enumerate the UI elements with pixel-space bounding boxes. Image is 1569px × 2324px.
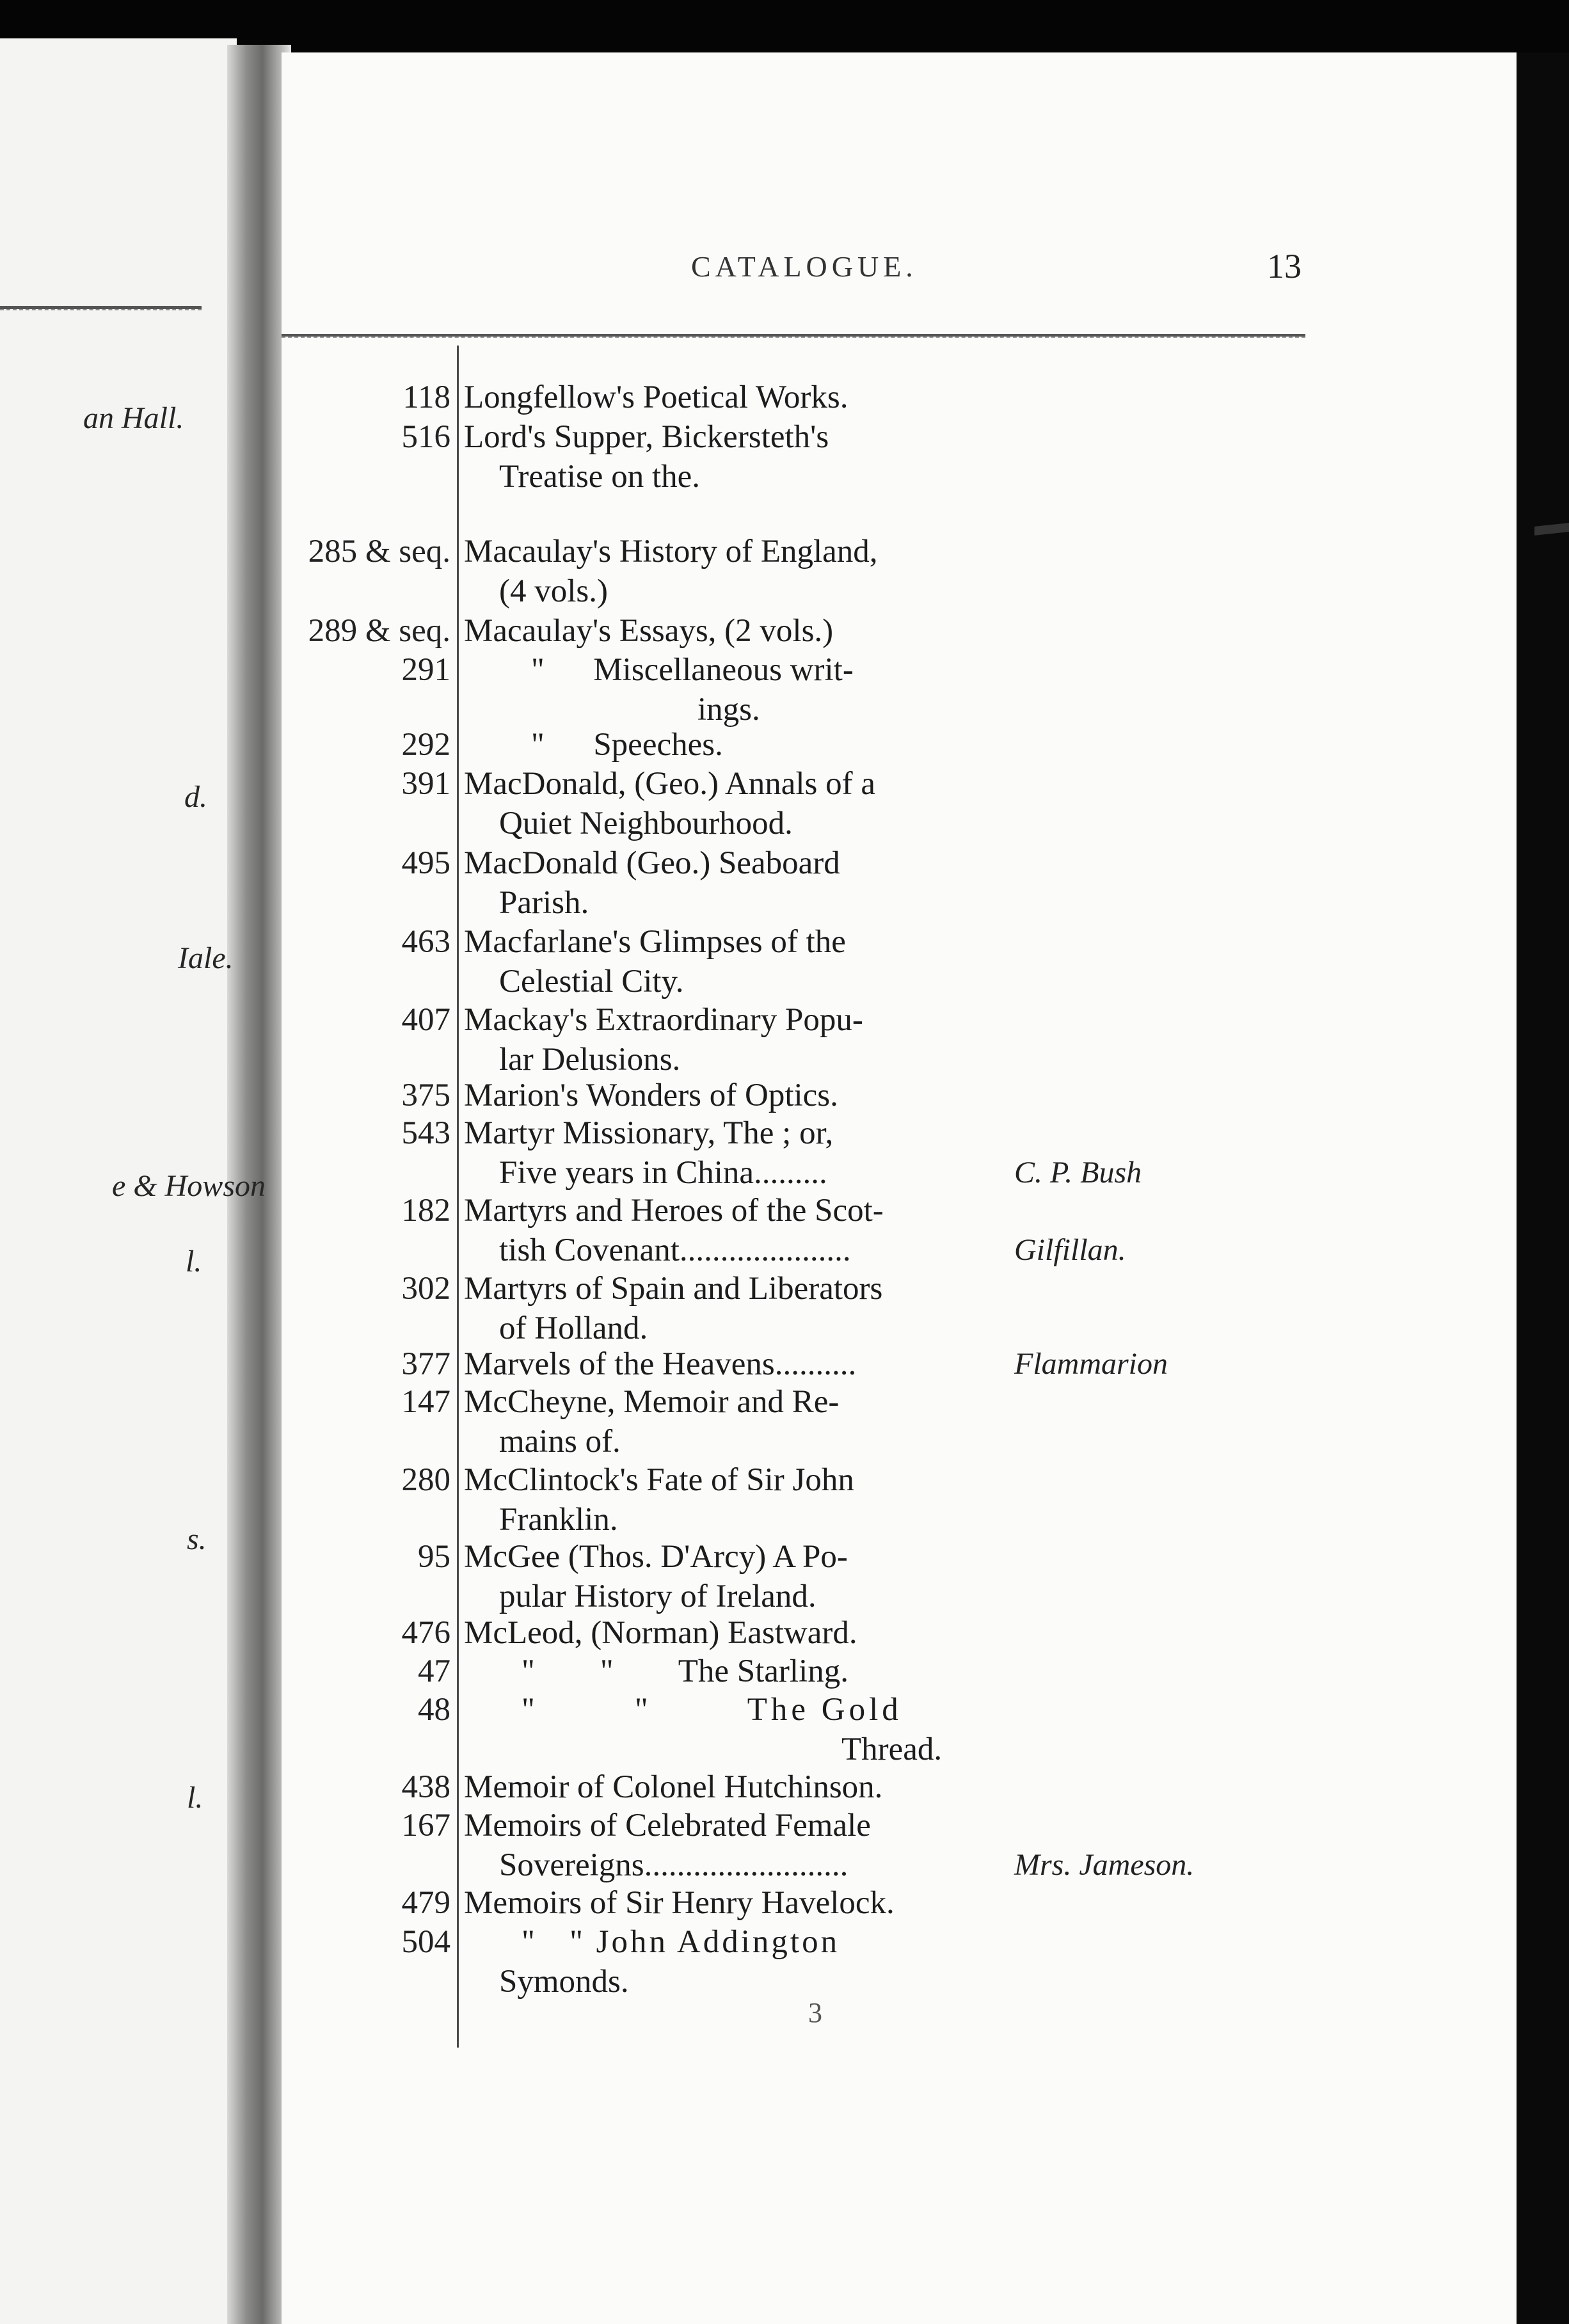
entry-line: of Holland.: [499, 1310, 648, 1346]
entry-title: [464, 843, 992, 923]
entry-number: 280: [401, 1462, 450, 1498]
entry-number: 391: [401, 766, 450, 802]
entry-line: MacDonald, (Geo.) Annals of a: [464, 766, 875, 802]
entry-line: mains of.: [499, 1424, 621, 1460]
entry-line: tish Covenant.....................: [499, 1232, 851, 1268]
entry-line: Martyrs and Heroes of the Scot-: [464, 1193, 884, 1229]
entry-author: Mrs. Jameson.: [1014, 1848, 1195, 1882]
entry-line: Symonds.: [499, 1964, 629, 2000]
entry-line: Thread.: [841, 1731, 943, 1767]
entry-line: " " The Gold: [522, 1692, 902, 1728]
entry-title: [464, 1076, 992, 1115]
entry-number: 285 & seq.: [308, 534, 450, 569]
entry-number: 292: [401, 727, 450, 763]
entry-title: [464, 764, 992, 843]
entry-title: [464, 725, 992, 765]
entry-title: [464, 1382, 992, 1461]
entry-author: Gilfillan.: [1014, 1233, 1126, 1267]
entry-line: Five years in China.........: [499, 1155, 827, 1191]
entry-number: 375: [401, 1078, 450, 1113]
entry-line: Franklin.: [499, 1502, 618, 1538]
entry-line: MacDonald (Geo.) Seaboard: [464, 845, 840, 881]
entry-number: 302: [401, 1271, 450, 1307]
entry-title: [464, 1613, 992, 1653]
entry-line: Celestial City.: [499, 964, 684, 999]
left-fragment: l.: [187, 1781, 203, 1815]
entry-number: 463: [401, 924, 450, 960]
entry-line: McClintock's Fate of Sir John: [464, 1462, 854, 1498]
entry-line: lar Delusions.: [499, 1042, 681, 1078]
entry-line: Macfarlane's Glimpses of the: [464, 924, 846, 960]
entry-line: McCheyne, Memoir and Re-: [464, 1384, 840, 1420]
entry-author: Flammarion: [1014, 1347, 1168, 1381]
left-fragment: d.: [184, 780, 207, 814]
entry-number: 48: [418, 1692, 450, 1728]
entry-line: " Speeches.: [531, 727, 723, 763]
entry-number: 95: [418, 1539, 450, 1575]
entry-title: [464, 1000, 992, 1079]
entry-line: pular History of Ireland.: [499, 1579, 816, 1614]
entry-number: 289 & seq.: [308, 613, 450, 649]
left-fragment: e & Howson: [112, 1169, 266, 1203]
entry-number: 147: [401, 1384, 450, 1420]
entry-number: 167: [401, 1808, 450, 1843]
entry-number: 47: [418, 1653, 450, 1689]
entry-number: 407: [401, 1002, 450, 1038]
entry-line: McGee (Thos. D'Arcy) A Po-: [464, 1539, 848, 1575]
entry-number: 182: [401, 1193, 450, 1229]
entry-title: [464, 1113, 992, 1193]
entry-number: 438: [401, 1769, 450, 1805]
entry-line: Treatise on the.: [499, 459, 700, 495]
entry-number: 516: [401, 419, 450, 455]
entry-line: " " The Starling.: [522, 1653, 848, 1689]
entry-title: [464, 532, 992, 611]
entry-title: [464, 1690, 992, 1769]
entry-number: 495: [401, 845, 450, 881]
left-fragment: s.: [187, 1522, 207, 1556]
entry-line: Quiet Neighbourhood.: [499, 806, 793, 841]
signature-mark: 3: [808, 1997, 822, 2028]
entry-title: [464, 1537, 992, 1616]
entry-line: Memoir of Colonel Hutchinson.: [464, 1769, 883, 1805]
entry-title: [464, 1922, 992, 2002]
entry-line: Sovereigns.........................: [499, 1847, 848, 1883]
entry-number: 504: [401, 1924, 450, 1960]
entry-line: Macaulay's Essays, (2 vols.): [464, 613, 834, 649]
entry-title: [464, 378, 992, 417]
entry-line: " Miscellaneous writ-: [531, 652, 854, 688]
entry-line: Martyr Missionary, The ; or,: [464, 1115, 834, 1151]
left-fragment: l.: [186, 1245, 202, 1278]
entry-line: Memoirs of Sir Henry Havelock.: [464, 1885, 895, 1921]
page-number: 13: [1267, 247, 1302, 285]
entry-line: ings.: [697, 692, 760, 728]
entry-line: Parish.: [499, 885, 589, 921]
entry-title: [464, 922, 992, 1001]
entry-title: [464, 611, 992, 651]
entry-number: 377: [401, 1346, 450, 1382]
entry-line: Lord's Supper, Bickersteth's: [464, 419, 829, 455]
running-head: CATALOGUE.: [691, 250, 918, 283]
entry-line: McLeod, (Norman) Eastward.: [464, 1615, 857, 1651]
entry-number: 291: [401, 652, 450, 688]
entry-author: C. P. Bush: [1014, 1156, 1142, 1190]
entry-title: [464, 1460, 992, 1540]
entry-line: Martyrs of Spain and Liberators: [464, 1271, 883, 1307]
entry-line: Memoirs of Celebrated Female: [464, 1808, 871, 1843]
entry-number: 118: [402, 379, 450, 415]
entry-line: Macaulay's History of England,: [464, 534, 878, 569]
entry-title: [464, 650, 992, 729]
entry-line: Mackay's Extraordinary Popu-: [464, 1002, 863, 1038]
entry-title: [464, 1806, 992, 1885]
entry-title: [464, 417, 992, 497]
entry-line: (4 vols.): [499, 573, 608, 609]
entry-title: [464, 1767, 992, 1807]
entry-number: 543: [401, 1115, 450, 1151]
entry-line: Marvels of the Heavens..........: [464, 1346, 857, 1382]
entry-number: 476: [401, 1615, 450, 1651]
entry-title: [464, 1344, 992, 1384]
entry-title: [464, 1651, 992, 1691]
left-fragment: an Hall.: [83, 401, 184, 435]
entry-title: [464, 1191, 992, 1270]
entry-line: Marion's Wonders of Optics.: [464, 1078, 838, 1113]
entry-line: " " John Addington: [522, 1924, 840, 1960]
left-fragment: Iale.: [178, 941, 234, 975]
entry-title: [464, 1269, 992, 1348]
entry-line: Longfellow's Poetical Works.: [464, 379, 848, 415]
entry-title: [464, 1883, 992, 1923]
entry-number: 479: [401, 1885, 450, 1921]
